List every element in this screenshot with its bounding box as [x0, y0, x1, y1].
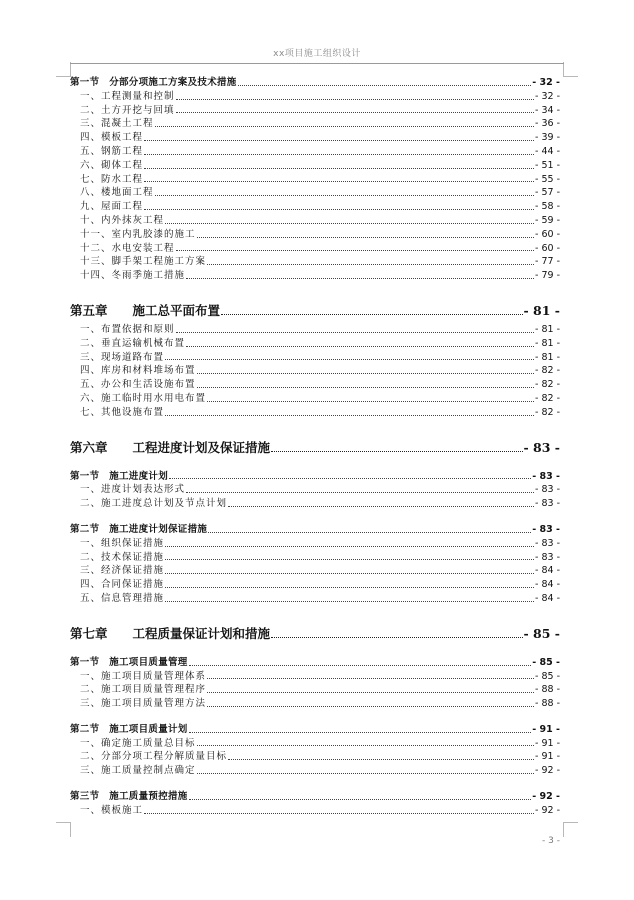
toc-entry-page: - 32 -: [532, 77, 560, 88]
toc-entry-label: 三、施工质量控制点确定: [80, 765, 196, 777]
toc-entry-label: 九、屋面工程: [80, 201, 144, 213]
dot-leader: [169, 478, 531, 479]
dot-leader: [271, 451, 523, 452]
toc-chapter-entry[interactable]: [70, 303, 560, 319]
toc-entry-page: - 83 -: [535, 551, 560, 563]
toc-item-entry[interactable]: [70, 173, 560, 187]
toc-entry-label: 二、技术保证措施: [80, 551, 165, 563]
dot-leader: [186, 492, 534, 493]
toc-section-entry[interactable]: [70, 76, 560, 90]
toc-item-entry[interactable]: [70, 242, 560, 256]
toc-entry-label: 第七章 工程质量保证计划和措施: [70, 625, 271, 641]
dot-leader: [197, 373, 535, 374]
toc-item-entry[interactable]: [70, 104, 560, 118]
toc-section-entry[interactable]: [70, 790, 560, 804]
toc-entry-page: - 82 -: [535, 406, 560, 418]
dot-leader: [207, 678, 534, 679]
toc-chapter-entry[interactable]: [70, 440, 560, 456]
toc-entry-label: 二、施工项目质量管理程序: [80, 684, 207, 696]
toc-entry-label: 第一节 分部分项施工方案及技术措施: [70, 77, 237, 88]
toc-entry-label: 六、施工临时用水用电布置: [80, 392, 207, 404]
dot-leader: [176, 332, 535, 333]
toc-entry-label: 三、混凝土工程: [80, 118, 154, 130]
dot-leader: [238, 85, 532, 86]
toc-entry-page: - 88 -: [535, 684, 560, 696]
dot-leader: [165, 573, 534, 574]
toc-item-entry[interactable]: [70, 392, 560, 406]
toc-entry-page: - 83 -: [532, 470, 560, 482]
toc-entry-label: 一、模板施工: [80, 804, 144, 816]
toc-item-entry[interactable]: [70, 90, 560, 104]
toc-item-entry[interactable]: [70, 697, 560, 711]
toc-entry-page: - 83 -: [523, 439, 560, 455]
toc-entry-page: - 44 -: [535, 145, 560, 157]
toc-item-entry[interactable]: [70, 578, 560, 592]
dot-leader: [165, 223, 534, 224]
toc-entry-page: - 88 -: [535, 698, 560, 710]
toc-entry-page: - 83 -: [535, 484, 560, 496]
toc-section-entry[interactable]: [70, 523, 560, 537]
toc-entry-page: - 79 -: [535, 270, 560, 282]
page-number: - 3 -: [542, 836, 560, 846]
dot-leader: [176, 112, 535, 113]
dot-leader: [144, 813, 534, 814]
toc-entry-page: - 82 -: [535, 392, 560, 404]
toc-entry-page: - 32 -: [535, 90, 560, 102]
table-of-contents: [70, 76, 560, 818]
dot-leader: [189, 732, 532, 733]
toc-entry-label: 三、经济保证措施: [80, 565, 165, 577]
dot-leader: [165, 415, 534, 416]
toc-entry-page: - 81 -: [535, 351, 560, 363]
toc-section-entry[interactable]: [70, 656, 560, 670]
dot-leader: [176, 99, 535, 100]
toc-item-entry[interactable]: [70, 670, 560, 684]
toc-item-entry[interactable]: [70, 750, 560, 764]
toc-entry-label: 第六章 工程进度计划及保证措施: [70, 439, 271, 455]
toc-entry-page: - 58 -: [535, 201, 560, 213]
dot-leader: [144, 168, 534, 169]
toc-entry-label: 一、工程测量和控制: [80, 90, 175, 102]
toc-item-entry[interactable]: [70, 145, 560, 159]
toc-item-entry[interactable]: [70, 364, 560, 378]
dot-leader: [271, 637, 523, 638]
toc-entry-page: - 36 -: [535, 118, 560, 130]
dot-leader: [221, 314, 523, 315]
dot-leader: [165, 546, 534, 547]
dot-leader: [186, 278, 534, 279]
toc-section-entry[interactable]: [70, 723, 560, 737]
toc-entry-page: - 82 -: [535, 379, 560, 391]
toc-item-entry[interactable]: [70, 737, 560, 751]
toc-entry-label: 十一、室内乳胶漆的施工: [80, 228, 196, 240]
toc-entry-page: - 92 -: [532, 791, 560, 803]
dot-leader: [228, 759, 534, 760]
toc-item-entry[interactable]: [70, 117, 560, 131]
crop-mark-top-left: [56, 62, 71, 77]
toc-entry-label: 第一节 施工进度计划: [70, 470, 169, 482]
toc-item-entry[interactable]: [70, 592, 560, 606]
toc-entry-label: 五、钢筋工程: [80, 145, 144, 157]
toc-item-entry[interactable]: [70, 378, 560, 392]
toc-item-entry[interactable]: [70, 269, 560, 283]
toc-item-entry[interactable]: [70, 214, 560, 228]
toc-entry-label: 五、信息管理措施: [80, 592, 165, 604]
toc-entry-label: 二、垂直运输机械布置: [80, 337, 186, 349]
toc-item-entry[interactable]: [70, 200, 560, 214]
dot-leader: [165, 559, 534, 560]
toc-item-entry[interactable]: [70, 406, 560, 420]
page-header: xx项目施工组织设计: [70, 46, 564, 64]
dot-leader: [197, 387, 535, 388]
toc-entry-label: 五、办公和生活设施布置: [80, 379, 196, 391]
toc-item-entry[interactable]: [70, 564, 560, 578]
dot-leader: [155, 126, 535, 127]
dot-leader: [155, 195, 535, 196]
toc-entry-page: - 81 -: [523, 302, 560, 318]
toc-entry-label: 三、现场道路布置: [80, 351, 165, 363]
dot-leader: [144, 154, 534, 155]
toc-entry-page: - 84 -: [535, 579, 560, 591]
toc-entry-page: - 77 -: [535, 256, 560, 268]
crop-mark-bottom-right: [563, 822, 578, 837]
toc-item-entry[interactable]: [70, 323, 560, 337]
toc-entry-page: - 83 -: [535, 498, 560, 510]
toc-item-entry[interactable]: [70, 228, 560, 242]
dot-leader: [228, 506, 534, 507]
toc-entry-label: 二、分部分项工程分解质量目标: [80, 751, 228, 763]
toc-entry-page: - 59 -: [535, 214, 560, 226]
toc-entry-label: 六、砌体工程: [80, 159, 144, 171]
dot-leader: [165, 601, 534, 602]
toc-entry-page: - 91 -: [535, 737, 560, 749]
toc-item-entry[interactable]: [70, 497, 560, 511]
toc-entry-page: - 51 -: [535, 159, 560, 171]
toc-entry-label: 十、内外抹灰工程: [80, 214, 165, 226]
toc-entry-label: 一、进度计划表达形式: [80, 484, 186, 496]
dot-leader: [165, 359, 534, 360]
toc-entry-page: - 60 -: [535, 242, 560, 254]
toc-entry-label: 第一节 施工项目质量管理: [70, 656, 188, 668]
crop-mark-bottom-left: [56, 822, 71, 837]
dot-leader: [186, 346, 534, 347]
toc-entry-page: - 60 -: [535, 228, 560, 240]
dot-leader: [144, 140, 534, 141]
toc-entry-page: - 85 -: [523, 625, 560, 641]
toc-entry-page: - 83 -: [535, 537, 560, 549]
toc-entry-page: - 85 -: [535, 670, 560, 682]
dot-leader: [176, 250, 535, 251]
toc-entry-page: - 91 -: [535, 751, 560, 763]
toc-item-entry[interactable]: [70, 537, 560, 551]
toc-entry-page: - 82 -: [535, 365, 560, 377]
dot-leader: [207, 692, 534, 693]
toc-entry-label: 二、施工进度总计划及节点计划: [80, 498, 228, 510]
toc-entry-label: 四、库房和材料堆场布置: [80, 365, 196, 377]
toc-entry-page: - 81 -: [535, 337, 560, 349]
toc-item-entry[interactable]: [70, 337, 560, 351]
toc-entry-label: 一、施工项目质量管理体系: [80, 670, 207, 682]
toc-item-entry[interactable]: [70, 186, 560, 200]
dot-leader: [197, 237, 535, 238]
dot-leader: [144, 181, 534, 182]
toc-item-entry[interactable]: [70, 255, 560, 269]
toc-entry-label: 七、防水工程: [80, 173, 144, 185]
toc-entry-label: 十四、冬雨季施工措施: [80, 270, 186, 282]
toc-entry-label: 四、合同保证措施: [80, 579, 165, 591]
dot-leader: [197, 745, 535, 746]
toc-item-entry[interactable]: [70, 131, 560, 145]
dot-leader: [165, 587, 534, 588]
toc-entry-label: 一、布置依据和原则: [80, 323, 175, 335]
dot-leader: [189, 799, 532, 800]
toc-entry-page: - 84 -: [535, 565, 560, 577]
toc-section-entry[interactable]: [70, 470, 560, 484]
dot-leader: [144, 209, 534, 210]
toc-entry-page: - 85 -: [532, 656, 560, 668]
toc-entry-page: - 84 -: [535, 592, 560, 604]
toc-item-entry[interactable]: [70, 804, 560, 818]
toc-item-entry[interactable]: [70, 683, 560, 697]
toc-item-entry[interactable]: [70, 764, 560, 778]
crop-mark-top-right: [563, 62, 578, 77]
toc-entry-label: 第三节 施工质量预控措施: [70, 791, 188, 803]
dot-leader: [189, 665, 532, 666]
toc-item-entry[interactable]: [70, 351, 560, 365]
toc-entry-label: 十三、脚手架工程施工方案: [80, 256, 207, 268]
dot-leader: [207, 706, 534, 707]
toc-entry-label: 一、确定施工质量总目标: [80, 737, 196, 749]
toc-entry-label: 三、施工项目质量管理方法: [80, 698, 207, 710]
toc-entry-page: - 81 -: [535, 323, 560, 335]
dot-leader: [207, 264, 534, 265]
toc-entry-page: - 39 -: [535, 132, 560, 144]
toc-entry-label: 第五章 施工总平面布置: [70, 302, 221, 318]
toc-entry-page: - 92 -: [535, 804, 560, 816]
toc-entry-label: 第二节 施工项目质量计划: [70, 723, 188, 735]
toc-entry-label: 一、组织保证措施: [80, 537, 165, 549]
toc-item-entry[interactable]: [70, 159, 560, 173]
toc-chapter-entry[interactable]: [70, 626, 560, 642]
toc-entry-page: - 57 -: [535, 187, 560, 199]
dot-leader: [208, 532, 531, 533]
toc-item-entry[interactable]: [70, 551, 560, 565]
toc-entry-page: - 92 -: [535, 765, 560, 777]
toc-entry-label: 四、模板工程: [80, 132, 144, 144]
toc-entry-label: 第二节 施工进度计划保证措施: [70, 523, 208, 535]
toc-entry-label: 七、其他设施布置: [80, 406, 165, 418]
toc-entry-page: - 55 -: [535, 173, 560, 185]
toc-entry-page: - 91 -: [532, 723, 560, 735]
dot-leader: [197, 773, 535, 774]
toc-entry-label: 二、土方开挖与回填: [80, 104, 175, 116]
toc-entry-page: - 83 -: [532, 523, 560, 535]
toc-entry-label: 八、楼地面工程: [80, 187, 154, 199]
toc-item-entry[interactable]: [70, 483, 560, 497]
toc-entry-page: - 34 -: [535, 104, 560, 116]
dot-leader: [207, 401, 534, 402]
toc-entry-label: 十二、水电安装工程: [80, 242, 175, 254]
